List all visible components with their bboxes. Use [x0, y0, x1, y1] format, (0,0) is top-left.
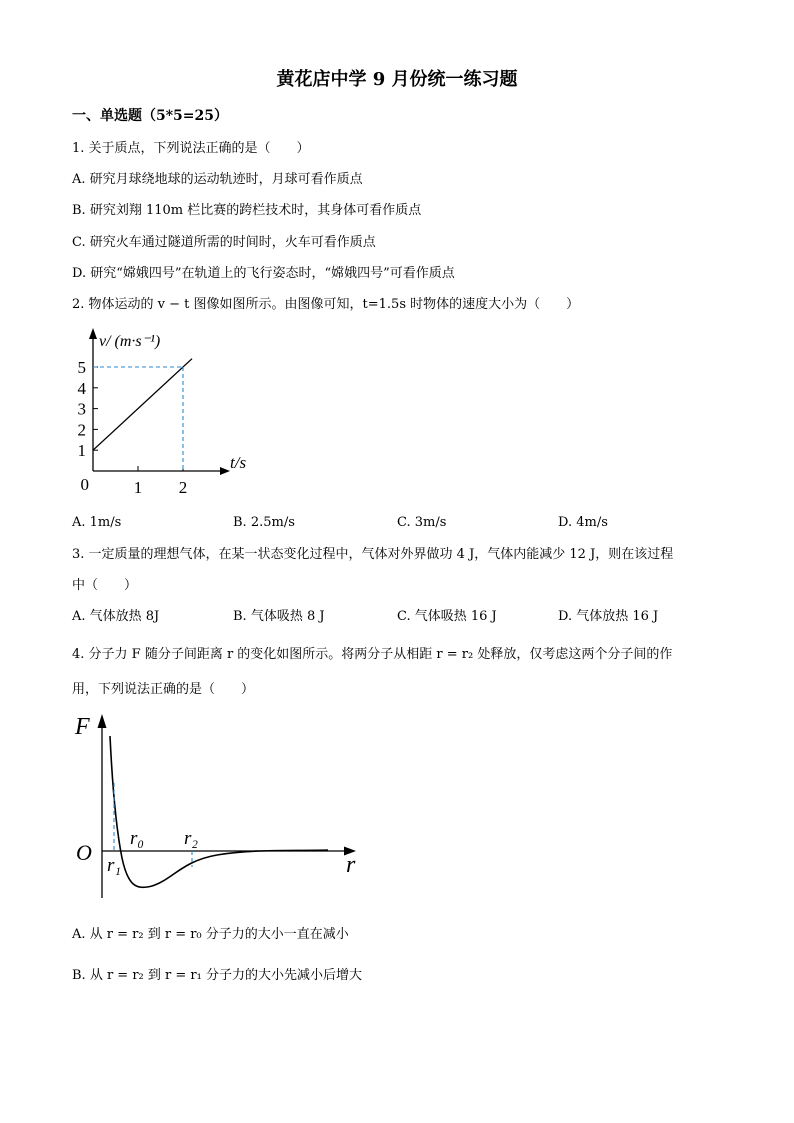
q2-option-b: B. 2.5m/s: [233, 515, 295, 530]
q1-option-d: D. 研究“嫦娥四号”在轨道上的飞行姿态时，“嫦娥四号”可看作质点: [72, 266, 455, 281]
x-tick-label: 1: [133, 478, 143, 497]
force-distance-graph: [72, 708, 372, 908]
r0-label: r₀: [130, 828, 144, 849]
q1-option-a: A. 研究月球绕地球的运动轨迹时，月球可看作质点: [72, 172, 363, 187]
q3-stem-line1: 3. 一定质量的理想气体，在某一状态变化过程中，气体对外界做功 4 J，气体内能减少 12 J，则在该过程: [72, 547, 674, 562]
r1-label: r₁: [107, 855, 121, 876]
q3-option-a: A. 气体放热 8J: [72, 609, 160, 624]
q3-option-b: B. 气体吸热 8 J: [233, 609, 325, 624]
q1-option-b: B. 研究刘翔 110m 栏比赛的跨栏技术时，其身体可看作质点: [72, 203, 422, 218]
y-tick-label: 3: [77, 399, 86, 419]
vt-graph: [70, 325, 247, 500]
f-axis-arrow: [98, 714, 107, 728]
q4-option-a: A. 从 r = r₂ 到 r = r₀ 分子力的大小一直在减小: [72, 927, 349, 942]
q2-option-c: C. 3m/s: [397, 515, 447, 530]
section-heading: 一、单选题（5*5=25）: [72, 108, 229, 124]
r2-label: r₂: [184, 828, 198, 849]
q1-stem: 1. 关于质点，下列说法正确的是（ ）: [72, 141, 310, 156]
y-tick-label: 5: [77, 358, 86, 377]
origin-label: 0: [80, 475, 89, 494]
q1-option-c: C. 研究火车通过隧道所需的时间时，火车可看作质点: [72, 235, 376, 250]
y-tick-label: 1: [77, 441, 86, 461]
q2-stem: 2. 物体运动的 v − t 图像如图所示。由图像可知，t=1.5s 时物体的速度大小为（ ）: [72, 297, 580, 312]
q2-option-a: A. 1m/s: [72, 515, 122, 530]
force-curve: [110, 736, 328, 887]
f-axis-label: F: [75, 714, 90, 740]
y-tick-label: 4: [77, 378, 86, 398]
q3-option-c: C. 气体吸热 16 J: [397, 609, 497, 624]
q2-option-d: D. 4m/s: [558, 515, 608, 530]
r-axis-label: r: [346, 852, 356, 878]
y-axis-label: v/ (m·s⁻¹): [99, 333, 161, 350]
x-tick-label: 2: [178, 478, 188, 497]
origin-label: O: [76, 840, 92, 865]
q4-stem-line1: 4. 分子力 F 随分子间距离 r 的变化如图所示。将两分子从相距 r = r₂ 处释放，仅考虑这两个分子间的作: [72, 647, 673, 662]
q3-stem-line2: 中（ ）: [72, 578, 138, 593]
y-tick-label: 2: [77, 420, 86, 440]
q3-option-d: D. 气体放热 16 J: [558, 609, 659, 624]
q4-stem-line2: 用，下列说法正确的是（ ）: [72, 682, 255, 697]
y-axis-arrow: [89, 328, 97, 339]
q4-option-b: B. 从 r = r₂ 到 r = r₁ 分子力的大小先减小后增大: [72, 968, 362, 983]
x-axis-arrow: [220, 467, 230, 475]
x-axis-label: t/s: [230, 453, 247, 472]
page-title: 黄花店中学 9 月份统一练习题: [276, 69, 518, 90]
velocity-line: [93, 359, 192, 451]
